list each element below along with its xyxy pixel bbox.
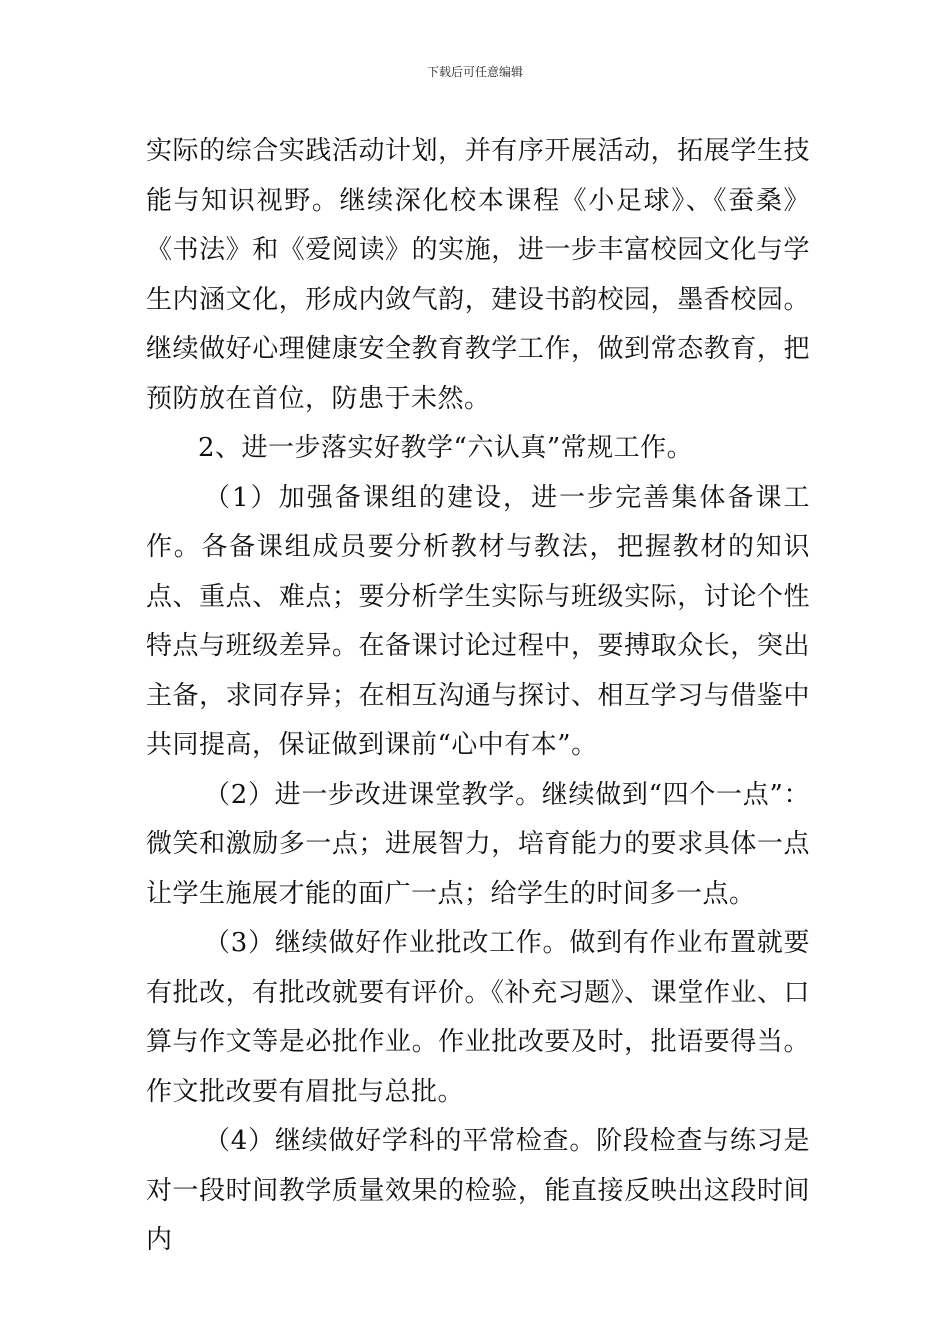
paragraph-section-2-heading: 2、进一步落实好教学“六认真”常规工作。: [198, 433, 694, 463]
paragraph-activities: 实际的综合实践活动计划，并有序开展活动，拓展学生技能与知识视野。继续深化校本课程《小足球》、《蚕桑》《书法》和《爱阅读》的实施，进一步丰富校园文化与学生内涵文化，形成内敛气韵，建设书韵校园，墨香校园。继续做好心理健康安全教育教学工作，做到常态教育，把预防放在首位，防患于未然。: [146, 136, 810, 414]
paragraph-item-1-lesson-prep: （1）加强备课组的建设，进一步完善集体备课工作。各备课组成员要分析教材与教法，把握教材的知识点、重点、难点；要分析学生实际与班级实际，讨论个性特点与班级差异。在备课讨论过程中，要搏取众长，突出主备，求同存异；在相互沟通与探讨、相互学习与借鉴中共同提高，保证做到课前“心中有本”。: [146, 482, 810, 760]
page-header: 下载后可任意编辑: [426, 65, 523, 79]
paragraph-item-3-homework: （3）继续做好作业批改工作。做到有作业布置就要有批改，有批改就要有评价。《补充习题》、课堂作业、口算与作文等是必批作业。作业批改要及时，批语要得当。作文批改要有眉批与总批。: [146, 928, 810, 1107]
paragraph-item-2-classroom: （2）进一步改进课堂教学。继续做到“四个一点”：微笑和激励多一点；进展智力，培育能力的要求具体一点让学生施展才能的面广一点；给学生的时间多一点。: [146, 779, 810, 909]
document-body: [146, 127, 810, 1266]
paragraph-item-4-inspection: （4）继续做好学科的平常检查。阶段检查与练习是对一段时间教学质量效果的检验，能直接反映出这段时间内: [146, 1126, 810, 1255]
